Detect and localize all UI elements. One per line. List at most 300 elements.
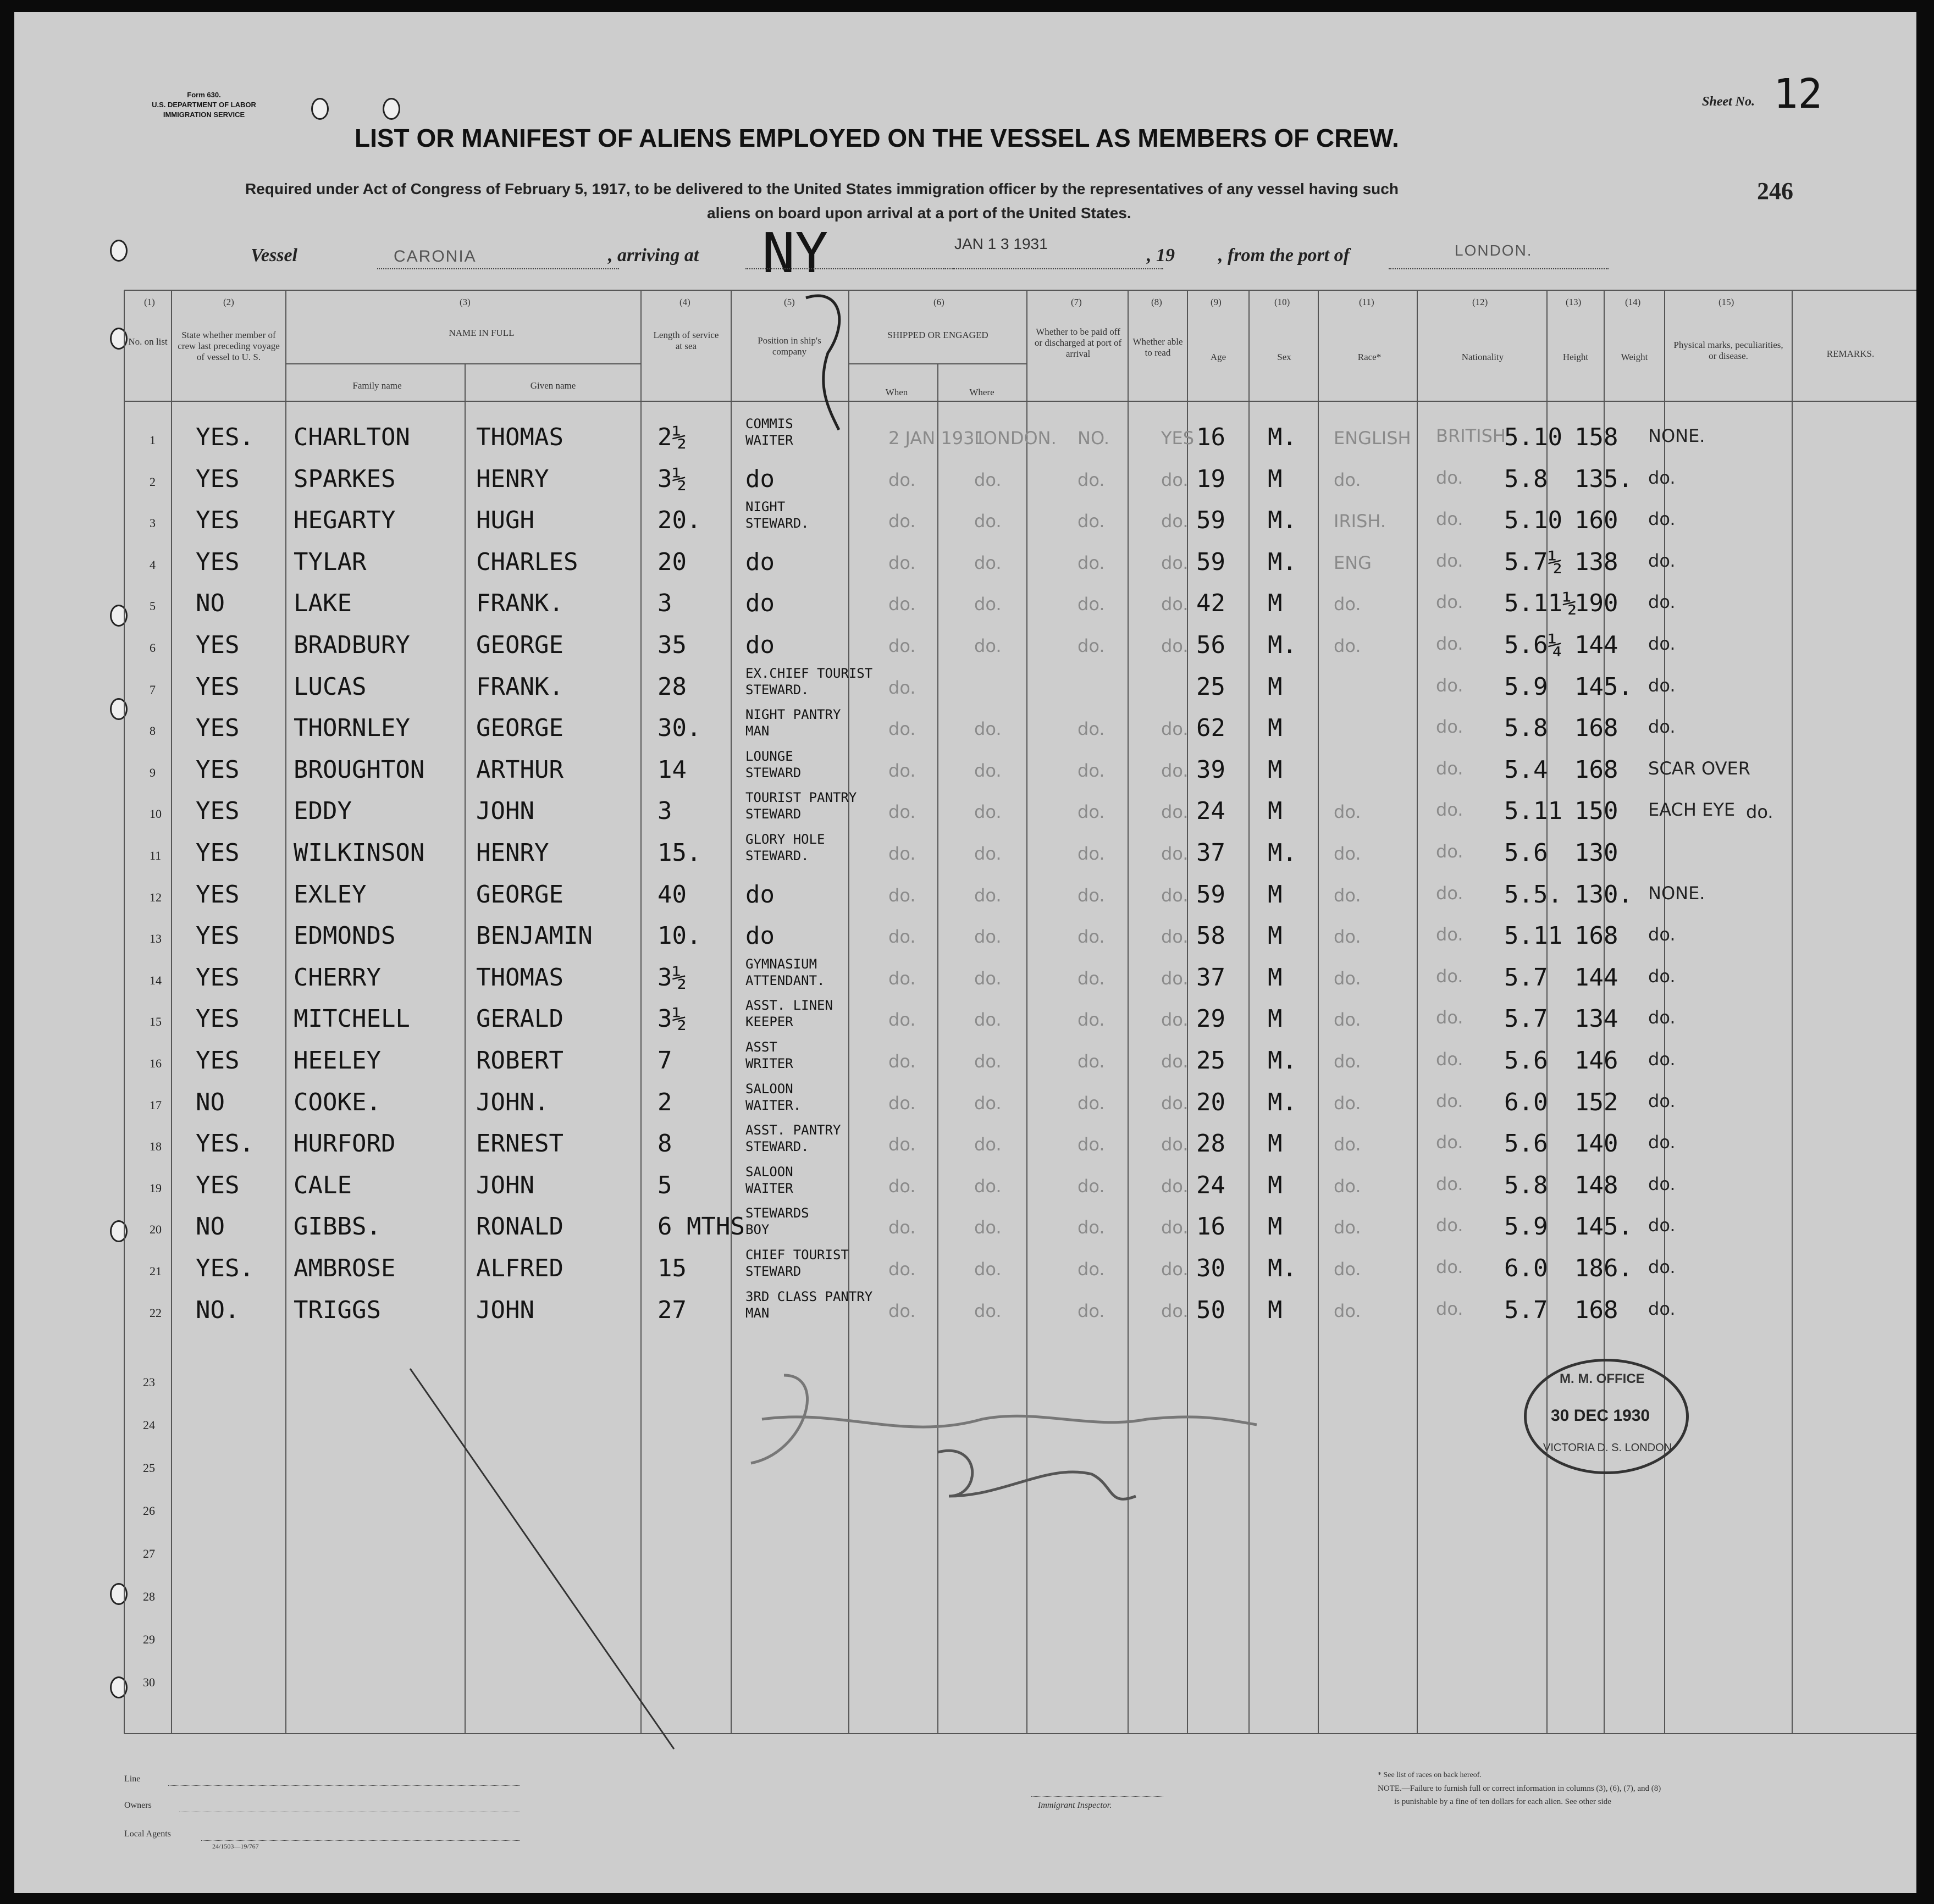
position-line: LOUNGE [745, 748, 793, 764]
shipped-when: do. [888, 552, 916, 573]
physical-marks: do. [1648, 1173, 1676, 1194]
service-length: 30. [657, 714, 701, 743]
weight: 150 [1574, 797, 1618, 826]
signature-initials [938, 1451, 1136, 1499]
race: do. [1334, 967, 1361, 989]
physical-marks: do. [1648, 1257, 1676, 1277]
nationality: do. [1436, 716, 1463, 738]
service-length: 15. [657, 839, 701, 867]
col-num-6: (6) [933, 297, 944, 307]
service-length: 28 [657, 672, 687, 701]
shipped-when: do. [888, 884, 916, 906]
col-header-age: Age [1210, 352, 1226, 362]
stamp-location: VICTORIA D. S. LONDON [1543, 1442, 1672, 1454]
col-header-nationality: Nationality [1461, 352, 1504, 362]
nationality: do. [1436, 965, 1463, 987]
sex: M. [1268, 506, 1297, 535]
weight: 134 [1574, 1005, 1618, 1033]
weight: 145. [1574, 672, 1633, 701]
shipped-where: do. [974, 511, 1002, 532]
weight: 168 [1574, 714, 1618, 743]
shipped-when: do. [888, 1300, 916, 1321]
able-to-read: do. [1161, 1217, 1189, 1238]
shipped-where: do. [974, 760, 1002, 781]
row-number: 2 [150, 474, 156, 489]
shipped-where: do. [974, 1175, 1002, 1197]
height: 5.10 [1504, 506, 1562, 535]
service-length: 14 [657, 755, 687, 784]
arrival-date-stamp: JAN 1 3 1931 [954, 235, 1048, 252]
weight: 138 [1574, 547, 1618, 576]
family-name: GIBBS. [294, 1213, 381, 1241]
nationality: do. [1436, 467, 1463, 488]
manifest-sheet [14, 12, 1916, 1893]
empty-row-number: 27 [143, 1547, 155, 1560]
empty-row-number: 25 [143, 1461, 155, 1475]
weight: 135. [1574, 464, 1633, 493]
position-line: do [745, 922, 775, 950]
given-name: RONALD [476, 1213, 563, 1241]
able-to-read: do. [1161, 1009, 1189, 1031]
age: 20 [1196, 1088, 1225, 1116]
position-line: ASST. PANTRY [745, 1122, 841, 1138]
paid-off: NO. [1077, 428, 1109, 449]
able-to-read: do. [1161, 1134, 1189, 1155]
shipped-when: do. [888, 635, 916, 656]
physical-marks: do. [1648, 1132, 1676, 1153]
state-value: NO [196, 1088, 225, 1116]
paid-off: do. [1077, 1092, 1105, 1114]
given-name: JOHN [476, 1296, 534, 1324]
nationality: do. [1436, 1215, 1463, 1236]
footer-line-label: Line [124, 1774, 141, 1784]
service-length: 35 [657, 631, 687, 659]
position-line: ASST [745, 1039, 777, 1055]
form-number: Form 630. [187, 91, 221, 99]
able-to-read: do. [1161, 1175, 1189, 1197]
state-value: YES [196, 922, 240, 950]
sex: M. [1268, 423, 1297, 451]
height: 5.8 [1504, 1171, 1548, 1199]
given-name: HENRY [476, 464, 549, 493]
empty-row-number: 26 [143, 1504, 155, 1518]
row-number: 13 [150, 932, 162, 946]
col-header-race: Race* [1357, 352, 1382, 362]
col-header-height: Height [1562, 352, 1589, 362]
age: 56 [1196, 631, 1225, 659]
physical-marks: do. [1648, 965, 1676, 987]
footer-note-line-2: is punishable by a fine of ten dollars for each alien. See other side [1394, 1797, 1611, 1806]
state-value: NO. [196, 1296, 240, 1324]
shipped-where: do. [974, 1051, 1002, 1072]
service-length: 2 [657, 1088, 672, 1116]
position-line: GYMNASIUM [745, 956, 817, 972]
position-line: do [745, 547, 775, 576]
physical-marks: EACH EYE [1648, 799, 1736, 821]
weight: 140 [1574, 1130, 1618, 1158]
height: 5.9 [1504, 672, 1548, 701]
footer-races-note: * See list of races on back hereof. [1378, 1771, 1482, 1779]
family-name: HURFORD [294, 1130, 396, 1158]
footer-line-field [168, 1785, 520, 1786]
col-header-given-name: Given name [530, 380, 576, 391]
row-number: 19 [150, 1181, 162, 1195]
age: 37 [1196, 839, 1225, 867]
cancel-stroke [410, 1369, 674, 1749]
position-line: WRITER [745, 1056, 793, 1071]
race: ENG [1334, 552, 1372, 573]
state-value: YES [196, 1047, 240, 1075]
row-number: 17 [150, 1098, 162, 1112]
physical-marks: do. [1648, 1049, 1676, 1070]
service-length: 2½ [657, 423, 687, 451]
given-name: GERALD [476, 1005, 563, 1033]
state-value: YES [196, 547, 240, 576]
service-length: 3½ [657, 1005, 687, 1033]
position-line: ATTENDANT. [745, 972, 825, 988]
service-length: 40 [657, 880, 687, 909]
stamp-office: M. M. OFFICE [1560, 1371, 1645, 1386]
position-line: STEWARD. [745, 1139, 809, 1155]
race: do. [1334, 635, 1361, 656]
service-length: 20. [657, 506, 701, 535]
col-num-15: (15) [1719, 297, 1734, 307]
physical-marks: do. [1648, 1007, 1676, 1028]
race: do. [1334, 469, 1361, 490]
nationality: do. [1436, 1298, 1463, 1319]
height: 5.6¼ [1504, 631, 1562, 659]
footer-agents-label: Local Agents [124, 1829, 171, 1839]
weight: 152 [1574, 1088, 1618, 1116]
weight: 145. [1574, 1213, 1633, 1241]
family-name: AMBROSE [294, 1254, 396, 1282]
position-line: WAITER [745, 1180, 793, 1196]
footer-note-line-1: NOTE.—Failure to furnish full or correct information in columns (3), (6), (7), and (8) [1378, 1784, 1661, 1793]
state-value: YES [196, 839, 240, 867]
shipped-when: do. [888, 594, 916, 615]
family-name: MITCHELL [294, 1005, 410, 1033]
position-line: KEEPER [745, 1014, 793, 1030]
shipped-when: do. [888, 718, 916, 740]
race: do. [1334, 1175, 1361, 1197]
sex: M [1268, 464, 1283, 493]
shipped-when: 2 JAN 1931 [888, 428, 986, 449]
shipped-where: do. [974, 594, 1002, 615]
race: do. [1334, 1134, 1361, 1155]
height: 5.11 [1504, 922, 1562, 950]
height: 5.4 [1504, 755, 1548, 784]
nationality: do. [1436, 841, 1463, 862]
row-number: 20 [150, 1222, 162, 1237]
row-number: 8 [150, 724, 156, 738]
row-number: 1 [150, 433, 156, 447]
sex: M [1268, 755, 1283, 784]
shipped-when: do. [888, 469, 916, 490]
state-value: YES [196, 672, 240, 701]
col-num-2: (2) [223, 297, 234, 307]
service-length: 3 [657, 797, 672, 826]
footer-inspector-label: Immigrant Inspector. [1038, 1801, 1112, 1810]
shipped-where: do. [974, 967, 1002, 989]
physical-marks: do. [1648, 633, 1676, 654]
physical-marks: SCAR OVER [1648, 757, 1750, 779]
row-number: 14 [150, 973, 162, 987]
service-length: 3½ [657, 963, 687, 992]
col-num-11: (11) [1359, 297, 1374, 307]
paid-off: do. [1077, 884, 1105, 906]
col-num-1: (1) [144, 297, 155, 307]
family-name: LAKE [294, 589, 352, 618]
nationality: do. [1436, 633, 1463, 654]
col-header-paid-off: Whether to be paid off or discharged at port of arrival [1034, 326, 1122, 359]
family-name: TYLAR [294, 547, 367, 576]
shipped-when: do. [888, 843, 916, 864]
state-value: YES [196, 464, 240, 493]
page-title: LIST OR MANIFEST OF ALIENS EMPLOYED ON THE VESSEL AS MEMBERS OF CREW. [355, 124, 1399, 152]
able-to-read: do. [1161, 469, 1189, 490]
paid-off: do. [1077, 1009, 1105, 1031]
state-value: YES [196, 506, 240, 535]
position-line: EX.CHIEF TOURIST [745, 665, 873, 681]
state-value: YES [196, 1005, 240, 1033]
given-name: ERNEST [476, 1130, 563, 1158]
shipped-where: do. [974, 1300, 1002, 1321]
nationality: do. [1436, 508, 1463, 530]
age: 16 [1196, 1213, 1225, 1241]
height: 5.7 [1504, 1005, 1548, 1033]
paid-off: do. [1077, 843, 1105, 864]
position-line: MAN [745, 723, 770, 739]
family-name: SPARKES [294, 464, 396, 493]
nationality: do. [1436, 1132, 1463, 1153]
sex: M [1268, 672, 1283, 701]
from-port-value: LONDON. [1455, 242, 1533, 259]
shipped-when: do. [888, 926, 916, 948]
sex: M [1268, 1130, 1283, 1158]
nationality: do. [1436, 550, 1463, 571]
col-header-name: NAME IN FULL [449, 328, 515, 338]
shipped-where: do. [974, 1134, 1002, 1155]
sex: M [1268, 1296, 1283, 1324]
footer-agents-field [201, 1840, 520, 1841]
given-name: THOMAS [476, 963, 563, 992]
sex: M. [1268, 547, 1297, 576]
state-value: YES [196, 880, 240, 909]
age: 62 [1196, 714, 1225, 743]
position-line: STEWARD [745, 765, 802, 781]
service-length: 15 [657, 1254, 687, 1282]
able-to-read: YES [1161, 428, 1195, 449]
age: 59 [1196, 880, 1225, 909]
paid-off: do. [1077, 635, 1105, 656]
shipped-when: do. [888, 1092, 916, 1114]
row-number: 15 [150, 1015, 162, 1029]
col-num-3: (3) [460, 297, 471, 307]
position-line: WAITER [745, 433, 793, 448]
paid-off: do. [1077, 801, 1105, 823]
physical-marks: do. [1648, 508, 1676, 530]
age: 59 [1196, 506, 1225, 535]
footer-print-code: 24/1503—19/767 [212, 1842, 259, 1850]
col-header-state: State whether member of crew last preceding voyage of vessel to U. S. [178, 330, 280, 362]
able-to-read: do. [1161, 552, 1189, 573]
race: do. [1334, 884, 1361, 906]
race: do. [1334, 926, 1361, 948]
col-num-7: (7) [1071, 297, 1082, 307]
state-value: YES [196, 1171, 240, 1199]
row-number: 6 [150, 641, 156, 655]
weight: 168 [1574, 755, 1618, 784]
nationality: do. [1436, 757, 1463, 779]
shipped-where: do. [974, 469, 1002, 490]
nationality: do. [1436, 1173, 1463, 1194]
shipped-when: do. [888, 677, 916, 698]
row-number: 3 [150, 516, 156, 530]
nationality: do. [1436, 591, 1463, 613]
able-to-read: do. [1161, 967, 1189, 989]
row-number: 9 [150, 765, 156, 779]
able-to-read: do. [1161, 1259, 1189, 1280]
height: 5.11½ [1504, 589, 1577, 618]
weight: 130 [1574, 839, 1618, 867]
signature [751, 1375, 1257, 1463]
age: 25 [1196, 672, 1225, 701]
race: do. [1334, 1217, 1361, 1238]
sex: M [1268, 963, 1283, 992]
shipped-when: do. [888, 511, 916, 532]
position-line: STEWARDS [745, 1205, 809, 1221]
row-number: 12 [150, 890, 162, 904]
given-name: ALFRED [476, 1254, 563, 1282]
row-number: 18 [150, 1139, 162, 1154]
form-department: U.S. DEPARTMENT OF LABOR [152, 101, 256, 109]
row-number: 10 [150, 807, 162, 821]
paid-off: do. [1077, 1134, 1105, 1155]
col-num-8: (8) [1151, 297, 1162, 307]
row-number: 11 [150, 849, 162, 862]
col-header-read: Whether able to read [1132, 336, 1183, 358]
given-name: JOHN [476, 797, 534, 826]
state-value: YES. [196, 1130, 254, 1158]
paid-off: do. [1077, 511, 1105, 532]
col-header-where: Where [969, 387, 994, 397]
given-name: THOMAS [476, 423, 563, 451]
height: 5.7 [1504, 1296, 1548, 1324]
position-line: NIGHT PANTRY [745, 707, 841, 723]
weight: 160 [1574, 506, 1618, 535]
sex: M. [1268, 839, 1297, 867]
position-line: do [745, 589, 775, 618]
family-name: TRIGGS [294, 1296, 381, 1324]
col-header-position: Position in ship's company [758, 335, 821, 357]
age: 24 [1196, 797, 1225, 826]
nationality: do. [1436, 1090, 1463, 1111]
sex: M. [1268, 1254, 1297, 1282]
family-name: EDDY [294, 797, 352, 826]
age: 19 [1196, 464, 1225, 493]
shipped-where: do. [974, 801, 1002, 823]
race: IRISH. [1334, 511, 1386, 532]
age: 39 [1196, 755, 1225, 784]
sex: M [1268, 922, 1283, 950]
given-name: CHARLES [476, 547, 578, 576]
nationality: do. [1436, 1257, 1463, 1277]
able-to-read: do. [1161, 884, 1189, 906]
nationality: do. [1436, 882, 1463, 904]
vessel-label: Vessel [251, 245, 297, 265]
physical-marks: do. [1648, 716, 1676, 738]
shipped-when: do. [888, 1009, 916, 1031]
age: 28 [1196, 1130, 1225, 1158]
shipped-where: do. [974, 635, 1002, 656]
shipped-when: do. [888, 801, 916, 823]
from-port-label: , from the port of [1218, 245, 1350, 265]
service-length: 6 MTHS [657, 1213, 745, 1241]
col-header-length: Length of service at sea [653, 330, 719, 351]
position-line: SALOON [745, 1081, 793, 1097]
shipped-where: LONDON. [974, 428, 1057, 449]
given-name: JOHN [476, 1171, 534, 1199]
sheet-label: Sheet No. [1702, 95, 1755, 109]
physical-marks: do. [1648, 550, 1676, 571]
age: 25 [1196, 1047, 1225, 1075]
sex: M [1268, 589, 1283, 618]
col-num-4: (4) [679, 297, 690, 307]
col-header-when: When [885, 387, 908, 397]
position-line: STEWARD [745, 1264, 802, 1279]
paid-off: do. [1077, 967, 1105, 989]
paid-off: do. [1077, 1051, 1105, 1072]
position-line: do [745, 464, 775, 493]
able-to-read: do. [1161, 1092, 1189, 1114]
family-name: CHARLTON [294, 423, 410, 451]
nationality: do. [1436, 924, 1463, 945]
position-line: COMMIS [745, 416, 793, 431]
shipped-where: do. [974, 718, 1002, 740]
col-header-shipped: SHIPPED OR ENGAGED [887, 330, 988, 340]
age: 16 [1196, 423, 1225, 451]
family-name: CALE [294, 1171, 352, 1199]
paid-off: do. [1077, 594, 1105, 615]
state-value: YES. [196, 1254, 254, 1282]
weight: 130. [1574, 880, 1633, 909]
age: 29 [1196, 1005, 1225, 1033]
given-name: ARTHUR [476, 755, 563, 784]
arriving-label: , arriving at [608, 245, 699, 265]
weight: 146 [1574, 1047, 1618, 1075]
physical-marks: do. [1648, 1298, 1676, 1319]
sex: M [1268, 1005, 1283, 1033]
age: 59 [1196, 547, 1225, 576]
given-name: GEORGE [476, 714, 563, 743]
family-name: HEELEY [294, 1047, 381, 1075]
remarks: do. [1746, 801, 1773, 823]
row-number: 7 [150, 682, 156, 696]
paid-off: do. [1077, 926, 1105, 948]
position-line: SALOON [745, 1164, 793, 1180]
age: 50 [1196, 1296, 1225, 1324]
shipped-where: do. [974, 1092, 1002, 1114]
position-line: MAN [745, 1305, 770, 1321]
paid-off: do. [1077, 1175, 1105, 1197]
row-number: 5 [150, 599, 156, 613]
sex: M [1268, 797, 1283, 826]
shipped-where: do. [974, 1217, 1002, 1238]
able-to-read: do. [1161, 511, 1189, 532]
nationality: do. [1436, 1049, 1463, 1070]
paid-off: do. [1077, 469, 1105, 490]
able-to-read: do. [1161, 718, 1189, 740]
